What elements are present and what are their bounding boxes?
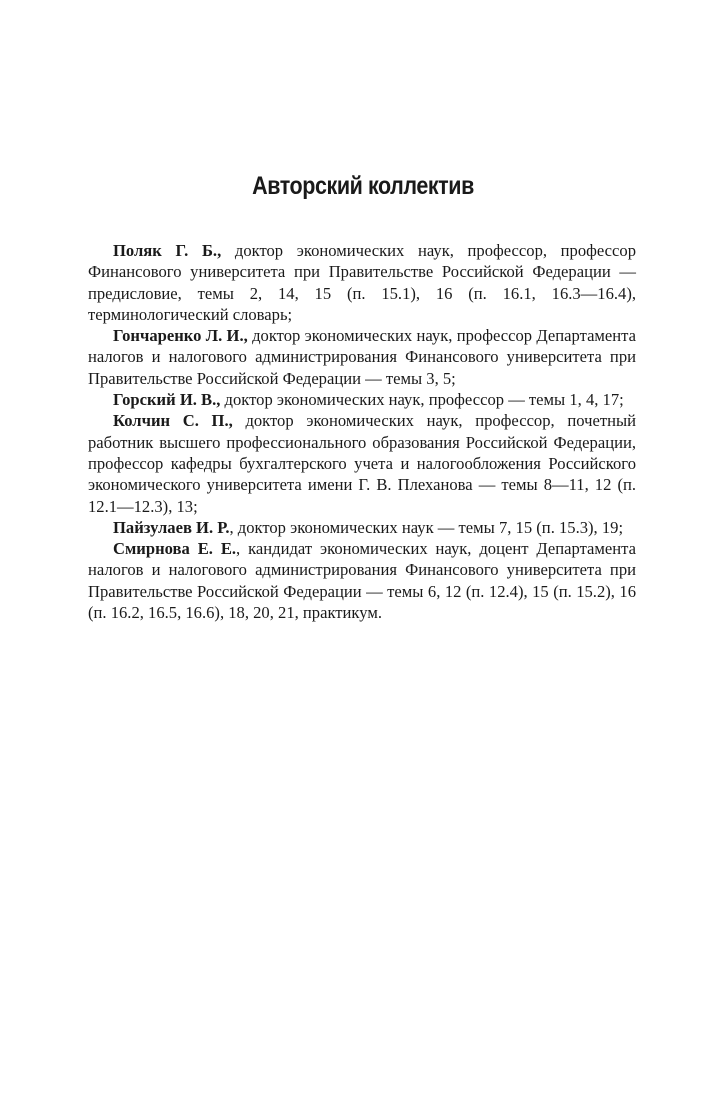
author-description: , доктор экономических наук — темы 7, 15 (п. 15.3), 19;: [229, 517, 624, 537]
author-name: Горский И. В.,: [113, 390, 221, 410]
author-entry: [88, 538, 636, 623]
author-description: доктор экономических наук, профессор, профессор Финансового университета при Правительстве Российской Федерации — предисловие, темы 2, 14, 15 (п. 15.1), 16 (п. 16.1, 16.3—16.4), терминологический словарь;: [88, 241, 636, 324]
author-description: доктор экономических наук, профессор Департамента налогов и налогового администрирования Финансового университета при Правительстве Российской Федерации — темы 3, 5;: [88, 326, 636, 388]
author-name: Поляк Г. Б.,: [113, 241, 222, 260]
author-name: Пайзулаев И. Р.: [113, 517, 230, 537]
author-entry: [88, 325, 636, 389]
author-name: Колчин С. П.,: [113, 411, 233, 431]
author-description: , кандидат экономических наук, доцент Департамента налогов и налогового администрирования Финансового университета при Правительстве Российской Федерации — темы 6, 12 (п. 12.4), 15 (п. 15.2), 16 (п. 16.2, 16.5, 16.6), 18, 20, 21, практикум.: [88, 539, 636, 623]
author-entry: [88, 517, 636, 538]
author-name: Гончаренко Л. И.,: [113, 326, 248, 346]
author-entry: [88, 410, 636, 516]
author-entry: [88, 389, 636, 410]
author-list: [88, 240, 636, 623]
author-description: доктор экономических наук, профессор — темы 1, 4, 17;: [220, 390, 624, 410]
author-name: Смирнова Е. Е.: [113, 539, 237, 559]
page-title: Авторский коллектив: [252, 172, 474, 200]
author-description: доктор экономических наук, профессор, почетный работник высшего профессионального образования Российской Федерации, профессор кафедры бухгалтерского учета и налогообложения Российского экономического университета имени Г. В. Плеханова — темы 8—11, 12 (п. 12.1—12.3), 13;: [88, 411, 636, 516]
author-entry: [88, 240, 636, 325]
